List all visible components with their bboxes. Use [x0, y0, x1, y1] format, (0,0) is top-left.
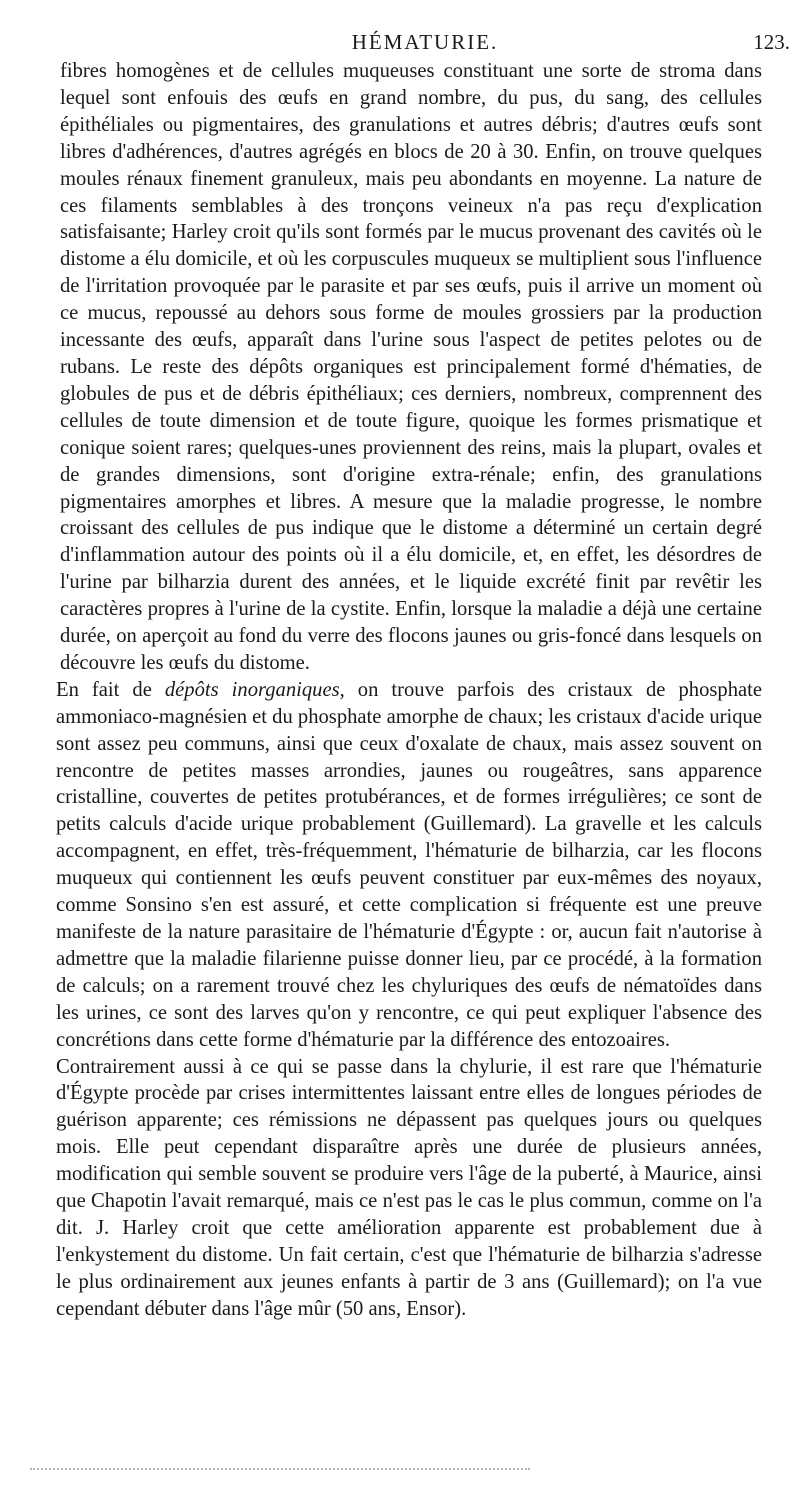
paragraph-rest: , on trouve parfois des cristaux de phosphate ammoniaco-magnésien et du phosphate amorphe de chaux; les cristaux d'acide urique sont assez peu communs, ainsi que ceux d'oxalate de chaux, mais assez souvent on rencontre de petites masses arrondies, jaunes ou rougeâtres, sans apparence cristalline, couvertes de petites protubérances, et de formes irrégulières; ce sont de petits calculs d'acide urique probablement (Guillemard). La gravelle et les calculs accompagnent, en effet, très-fréquemment, l'hématurie de bilharzia, car les flocons muqueux qui contiennent les œufs peuvent constituer par eux-mêmes des noyaux, comme Sonsino s'en est assuré, et cette complication si fréquente est une preuve manifeste de la nature parasitaire de l'hématurie d'Égypte : or, aucun fait n'autorise à admettre que la maladie filarienne puisse donner lieu, par ce procédé, à la formation de calculs; on a rarement trouvé chez les chyluriques des œufs de nématoïdes dans les urines, ce sont des larves qu'on y rencontre, ce qui peut expliquer l'absence des concrétions dans cette forme d'hématurie par la différence des entozoaires. [56, 678, 762, 1051]
paragraph-chyluria-comparison: Contrairement aussi à ce qui se passe dans la chylurie, il est rare que l'hématurie d'Égypte procède par crises intermittentes laissant entre elles de longues périodes de guérison apparente; ces rémissions ne dépassent pas quelques jours ou quelques mois. Elle peut cependant disparaître après une durée de plusieurs années, modification qui semble souvent se produire vers l'âge de la puberté, à Maurice, ainsi que Chapotin l'avait remarqué, mais ce n'est pas le cas le plus commun, comme on l'a dit. J. Harley croit que cette amélioration apparente est probablement due à l'enkystement du distome. Un fait certain, c'est que l'hématurie de bilharzia s'adresse le plus ordinairement aux jeunes enfants à partir de 3 ans (Guillemard); on l'a vue cependant débuter dans l'âge mûr (50 ans, Ensor). [56, 1055, 762, 1320]
body-text [56, 58, 762, 1323]
paragraph-continued: fibres homogènes et de cellules muqueuses constituant une sorte de stroma dans lequel sont enfouis des œufs en grand nombre, du pus, du sang, des cellules épithéliales ou pigmentaires, des granulations et autres débris; d'autres œufs sont libres d'adhérences, d'autres agrégés en blocs de 20 à 30. Enfin, on trouve quelques moules rénaux finement granuleux, mais peu abondants en moyenne. La nature de ces filaments semblables à des tronçons veineux n'a pas reçu d'explication satisfaisante; Harley croit qu'ils sont formés par le mucus provenant des cavités où le distome a élu domicile, et où les corpuscules muqueux se multiplient sous l'influence de l'irritation provoquée par le parasite et par ses œufs, puis il arrive un moment où ce mucus, repoussé au dehors sous forme de moules grossiers par la production incessante des œufs, apparaît dans l'urine sous l'aspect de petites pelotes ou de rubans. Le reste des dépôts organiques est principalement formé d'hématies, de globules de pus et de débris épithéliaux; ces derniers, nombreux, comprennent des cellules de toute dimension et de toute figure, quoique les formes prismatique et conique soient rares; quelques-unes proviennent des reins, mais la plupart, ovales et de grandes dimensions, sont d'origine extra-rénale; enfin, des granulations pigmentaires amorphes et libres. A mesure que la maladie progresse, le nombre croissant des cellules de pus indique que le distome a déterminé un certain degré d'inflammation autour des points où il a élu domicile, et, en effet, les désordres de l'urine par bilharzia durent des années, et le liquide excrété finit par revêtir les caractères propres à l'urine de la cystite. Enfin, lorsque la maladie a déjà une certaine durée, on aperçoit au fond du verre des flocons jaunes ou gris-foncé dans lesquels on découvre les œufs du distome. [60, 60, 762, 674]
page-number: 123. [753, 30, 790, 54]
running-head [60, 30, 790, 60]
footer-rule [30, 1468, 530, 1470]
paragraph-lead: En fait de [56, 678, 165, 701]
running-title: HÉMATURIE. [351, 30, 499, 54]
paragraph-inorganic-deposits [56, 677, 762, 1054]
emphasis-term: dépôts inorganiques [164, 678, 340, 701]
